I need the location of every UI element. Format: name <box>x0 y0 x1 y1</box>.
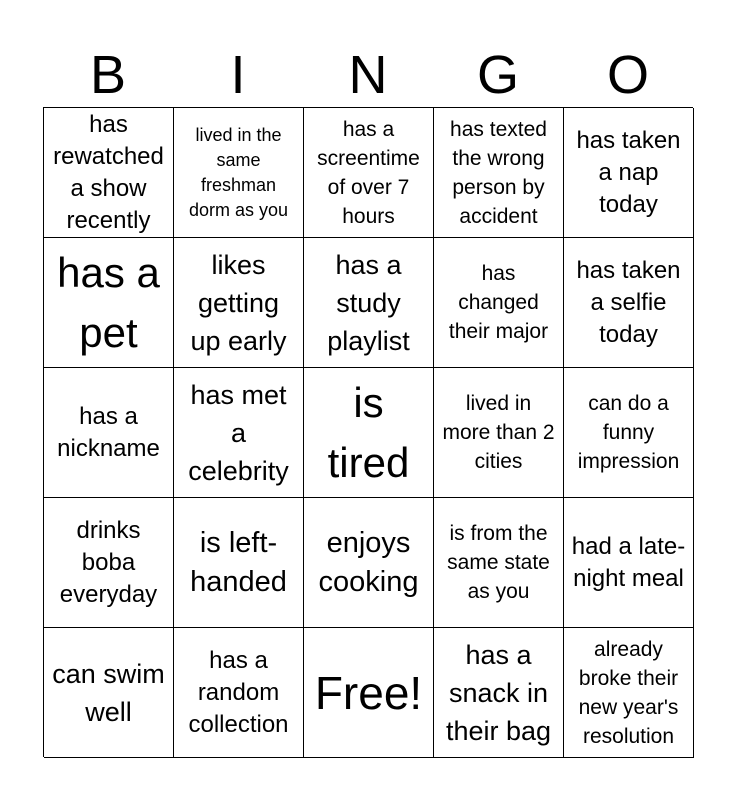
bingo-cell-text: enjoys cooking <box>318 526 419 598</box>
bingo-cell[interactable] <box>304 498 434 628</box>
header-letter-i: I <box>230 45 246 105</box>
bingo-cell-text: has a random collection <box>188 646 289 738</box>
bingo-cell-text: drinks boba everyday <box>59 516 158 608</box>
bingo-cell[interactable] <box>174 498 304 628</box>
bingo-cell[interactable] <box>434 368 564 498</box>
bingo-cell[interactable] <box>304 368 434 498</box>
bingo-cell-text: has a snack in their bag <box>445 639 552 746</box>
bingo-cell[interactable] <box>564 368 694 498</box>
bingo-cell-text: has a pet <box>57 248 160 356</box>
bingo-cell-text: is left-handed <box>190 526 287 598</box>
bingo-cell-text: Free! <box>314 666 423 719</box>
bingo-cell[interactable] <box>564 628 694 758</box>
bingo-cell-text: has taken a nap today <box>576 126 681 218</box>
bingo-cell[interactable] <box>174 368 304 498</box>
bingo-cell[interactable] <box>44 498 174 628</box>
header-letter-n: N <box>348 45 388 105</box>
bingo-cell-text: lived in the same freshman dorm as you <box>188 124 289 220</box>
bingo-cell-text: has a nickname <box>57 402 160 462</box>
bingo-cell[interactable] <box>564 108 694 238</box>
header-letter-o: O <box>606 45 649 105</box>
bingo-cell-text: has a screentime of over 7 hours <box>317 117 420 228</box>
bingo-cell[interactable] <box>44 238 174 368</box>
bingo-cell-text: is tired <box>327 378 410 486</box>
bingo-cell-text: has rewatched a show recently <box>53 110 164 234</box>
bingo-cell[interactable] <box>304 238 434 368</box>
bingo-cell[interactable] <box>174 108 304 238</box>
bingo-cell-text: likes getting up early <box>190 249 287 356</box>
free-space-cell[interactable] <box>304 628 434 758</box>
header-letter-g: G <box>476 45 519 105</box>
bingo-cell-text: can swim well <box>52 658 165 727</box>
bingo-cell[interactable] <box>434 108 564 238</box>
bingo-cell-text: can do a funny impression <box>577 392 680 473</box>
bingo-cell[interactable] <box>434 238 564 368</box>
bingo-cell[interactable] <box>434 628 564 758</box>
bingo-cell[interactable] <box>304 108 434 238</box>
bingo-cell-text: has a study playlist <box>327 249 410 356</box>
bingo-cell[interactable] <box>564 238 694 368</box>
bingo-cell-text: lived in more than 2 cities <box>442 392 555 473</box>
bingo-cell-text: already broke their new year's resolution <box>578 637 679 748</box>
bingo-cell[interactable] <box>44 108 174 238</box>
bingo-cell[interactable] <box>174 628 304 758</box>
bingo-cell[interactable] <box>44 368 174 498</box>
bingo-cell[interactable] <box>564 498 694 628</box>
bingo-cell[interactable] <box>434 498 564 628</box>
bingo-board <box>43 107 693 757</box>
bingo-cell-text: has met a celebrity <box>188 379 289 486</box>
bingo-cell-text: has texted the wrong person by accident <box>450 117 547 228</box>
bingo-cell-text: is from the same state as you <box>447 522 550 603</box>
header-letter-b: B <box>89 45 127 105</box>
bingo-cell[interactable] <box>44 628 174 758</box>
bingo-cell-text: had a late-night meal <box>571 532 686 592</box>
bingo-header <box>43 42 693 108</box>
bingo-cell[interactable] <box>174 238 304 368</box>
bingo-cell-text: has taken a selfie today <box>576 256 681 348</box>
bingo-cell-text: has changed their major <box>448 262 549 343</box>
